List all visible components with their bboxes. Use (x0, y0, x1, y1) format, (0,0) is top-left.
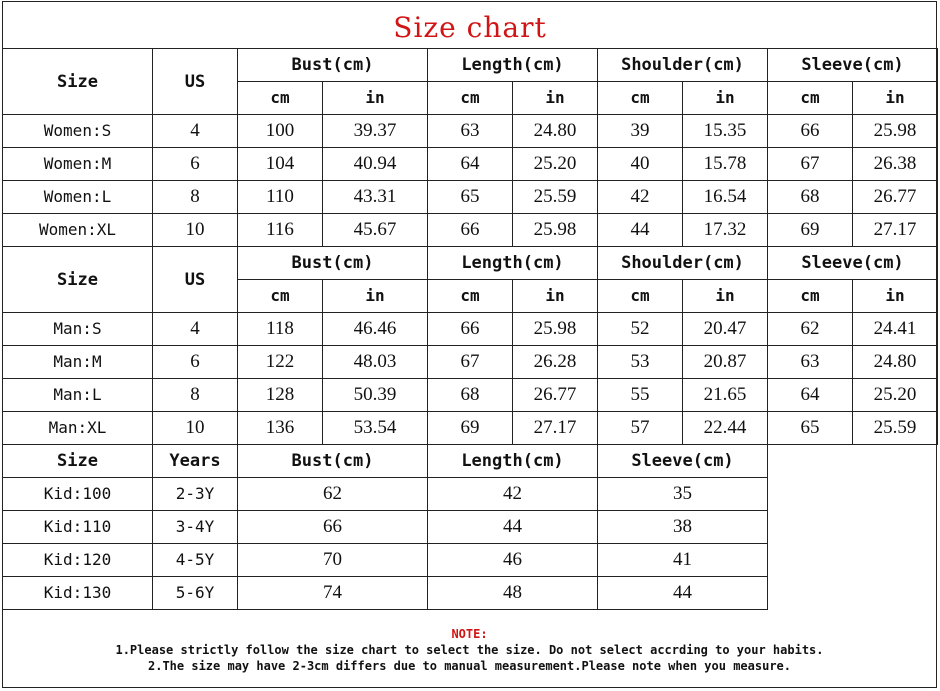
unit-header-in: in (323, 280, 428, 313)
table-row (3, 478, 768, 511)
table-row (3, 511, 768, 544)
us-size: 10 (153, 214, 238, 247)
measurement-cell: 24.41 (853, 313, 938, 346)
unit-header-in: in (513, 82, 598, 115)
size-label: Man:L (3, 379, 153, 412)
measurement-cell: 17.32 (683, 214, 768, 247)
measure-group-header: Sleeve(cm) (768, 49, 938, 82)
us-size: 6 (153, 148, 238, 181)
sleeve-value: 35 (598, 478, 768, 511)
chart-title: Size chart (393, 11, 547, 44)
sleeve-value: 41 (598, 544, 768, 577)
measurement-cell: 25.98 (513, 313, 598, 346)
unit-header-cm: cm (238, 82, 323, 115)
unit-header-cm: cm (428, 82, 513, 115)
measurement-cell: 39.37 (323, 115, 428, 148)
measurement-cell: 44 (598, 214, 683, 247)
unit-header-in: in (323, 82, 428, 115)
length-value: 42 (428, 478, 598, 511)
unit-header-cm: cm (238, 280, 323, 313)
kid-size-table (2, 444, 768, 610)
measure-group-header: Sleeve(cm) (768, 247, 938, 280)
unit-header-cm: cm (768, 280, 853, 313)
measurement-cell: 24.80 (513, 115, 598, 148)
size-label: Women:L (3, 181, 153, 214)
bust-header: Bust(cm) (238, 445, 428, 478)
measurement-cell: 63 (768, 346, 853, 379)
measurement-cell: 65 (768, 412, 853, 445)
size-label: Kid:120 (3, 544, 153, 577)
measurement-cell: 26.28 (513, 346, 598, 379)
measurement-cell: 20.47 (683, 313, 768, 346)
length-value: 46 (428, 544, 598, 577)
us-header: US (153, 247, 238, 313)
measure-group-header: Bust(cm) (238, 247, 428, 280)
measurement-cell: 68 (428, 379, 513, 412)
us-size: 4 (153, 115, 238, 148)
measure-group-header: Shoulder(cm) (598, 49, 768, 82)
unit-header-cm: cm (428, 280, 513, 313)
measurement-cell: 66 (428, 313, 513, 346)
measurement-cell: 39 (598, 115, 683, 148)
age-range: 4-5Y (153, 544, 238, 577)
age-range: 5-6Y (153, 577, 238, 610)
measurement-cell: 66 (768, 115, 853, 148)
unit-header-in: in (683, 82, 768, 115)
measurement-cell: 24.80 (853, 346, 938, 379)
unit-header-cm: cm (598, 280, 683, 313)
measurement-cell: 40.94 (323, 148, 428, 181)
size-label: Kid:100 (3, 478, 153, 511)
measurement-cell: 66 (428, 214, 513, 247)
measurement-cell: 122 (238, 346, 323, 379)
size-label: Kid:130 (3, 577, 153, 610)
size-label: Kid:110 (3, 511, 153, 544)
measurement-cell: 25.20 (853, 379, 938, 412)
measurement-cell: 64 (428, 148, 513, 181)
measure-group-header: Shoulder(cm) (598, 247, 768, 280)
measurement-cell: 63 (428, 115, 513, 148)
measurement-cell: 52 (598, 313, 683, 346)
measurement-cell: 69 (768, 214, 853, 247)
measurement-cell: 46.46 (323, 313, 428, 346)
years-header: Years (153, 445, 238, 478)
measurement-cell: 100 (238, 115, 323, 148)
measurement-cell: 20.87 (683, 346, 768, 379)
measurement-cell: 57 (598, 412, 683, 445)
measurement-cell: 53.54 (323, 412, 428, 445)
measurement-cell: 62 (768, 313, 853, 346)
measurement-cell: 67 (768, 148, 853, 181)
table-row (3, 412, 938, 445)
measurement-cell: 26.77 (513, 379, 598, 412)
sleeve-value: 38 (598, 511, 768, 544)
note-line-1: 1.Please strictly follow the size chart to select the size. Do not select accrding to your habits. (115, 643, 824, 657)
measurement-cell: 40 (598, 148, 683, 181)
table-row (3, 214, 938, 247)
unit-header-in: in (853, 280, 938, 313)
measurement-cell: 22.44 (683, 412, 768, 445)
size-label: Man:XL (3, 412, 153, 445)
measurement-cell: 25.98 (853, 115, 938, 148)
measurement-cell: 16.54 (683, 181, 768, 214)
unit-header-in: in (683, 280, 768, 313)
age-range: 3-4Y (153, 511, 238, 544)
measurement-cell: 25.98 (513, 214, 598, 247)
note-box (2, 610, 937, 688)
length-value: 48 (428, 577, 598, 610)
unit-header-cm: cm (768, 82, 853, 115)
men-size-table (2, 246, 938, 445)
sleeve-value: 44 (598, 577, 768, 610)
length-header: Length(cm) (428, 445, 598, 478)
measurement-cell: 21.65 (683, 379, 768, 412)
age-range: 2-3Y (153, 478, 238, 511)
note-label: NOTE: (451, 627, 488, 641)
size-label: Man:M (3, 346, 153, 379)
size-header: Size (3, 49, 153, 115)
measurement-cell: 25.59 (513, 181, 598, 214)
measurement-cell: 45.67 (323, 214, 428, 247)
us-size: 4 (153, 313, 238, 346)
measurement-cell: 116 (238, 214, 323, 247)
measurement-cell: 110 (238, 181, 323, 214)
unit-header-in: in (853, 82, 938, 115)
size-label: Man:S (3, 313, 153, 346)
measurement-cell: 118 (238, 313, 323, 346)
bust-value: 70 (238, 544, 428, 577)
measurement-cell: 25.59 (853, 412, 938, 445)
measurement-cell: 27.17 (513, 412, 598, 445)
table-row (3, 181, 938, 214)
bust-value: 62 (238, 478, 428, 511)
bust-value: 66 (238, 511, 428, 544)
measurement-cell: 64 (768, 379, 853, 412)
sleeve-header: Sleeve(cm) (598, 445, 768, 478)
table-row (3, 148, 938, 181)
measurement-cell: 53 (598, 346, 683, 379)
bust-value: 74 (238, 577, 428, 610)
women-size-table (2, 48, 938, 247)
size-header: Size (3, 247, 153, 313)
table-row (3, 346, 938, 379)
measurement-cell: 15.78 (683, 148, 768, 181)
measurement-cell: 26.38 (853, 148, 938, 181)
measure-group-header: Length(cm) (428, 247, 598, 280)
us-size: 8 (153, 379, 238, 412)
us-header: US (153, 49, 238, 115)
us-size: 10 (153, 412, 238, 445)
measurement-cell: 55 (598, 379, 683, 412)
table-row (3, 379, 938, 412)
measurement-cell: 136 (238, 412, 323, 445)
length-value: 44 (428, 511, 598, 544)
measurement-cell: 26.77 (853, 181, 938, 214)
measurement-cell: 69 (428, 412, 513, 445)
size-label: Women:M (3, 148, 153, 181)
us-size: 8 (153, 181, 238, 214)
measurement-cell: 128 (238, 379, 323, 412)
measurement-cell: 25.20 (513, 148, 598, 181)
size-label: Women:S (3, 115, 153, 148)
unit-header-in: in (513, 280, 598, 313)
measurement-cell: 48.03 (323, 346, 428, 379)
measurement-cell: 65 (428, 181, 513, 214)
table-row (3, 313, 938, 346)
size-header: Size (3, 445, 153, 478)
measure-group-header: Bust(cm) (238, 49, 428, 82)
size-label: Women:XL (3, 214, 153, 247)
unit-header-cm: cm (598, 82, 683, 115)
measurement-cell: 50.39 (323, 379, 428, 412)
us-size: 6 (153, 346, 238, 379)
measurement-cell: 15.35 (683, 115, 768, 148)
table-row (3, 577, 768, 610)
measurement-cell: 27.17 (853, 214, 938, 247)
measurement-cell: 68 (768, 181, 853, 214)
table-row (3, 544, 768, 577)
measurement-cell: 104 (238, 148, 323, 181)
measure-group-header: Length(cm) (428, 49, 598, 82)
note-line-2: 2.The size may have 2-3cm differs due to manual measurement.Please note when you measure. (148, 659, 791, 673)
measurement-cell: 43.31 (323, 181, 428, 214)
measurement-cell: 67 (428, 346, 513, 379)
measurement-cell: 42 (598, 181, 683, 214)
table-row (3, 115, 938, 148)
